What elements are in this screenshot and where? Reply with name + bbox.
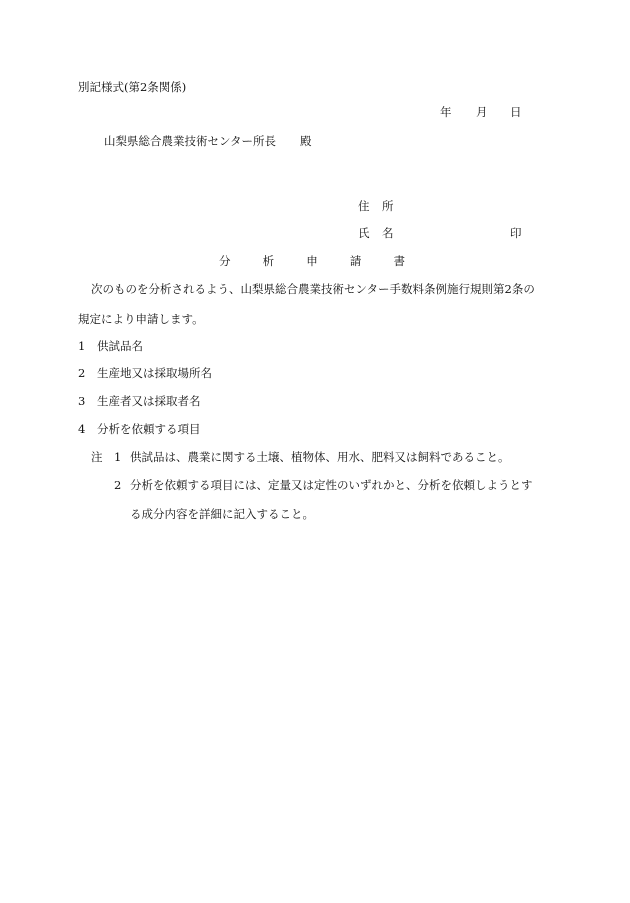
item-number: 1 — [78, 339, 86, 353]
name-label-char-1: 氏 — [358, 226, 370, 240]
title-char: 書 — [393, 254, 405, 268]
item-number: 2 — [78, 366, 86, 380]
note-number: 1 — [114, 450, 122, 464]
title-char: 分 — [219, 254, 231, 268]
body-line-1: 次のものを分析されるよう、山梨県総合農業技術センター手数料条例施行規則第2条の — [91, 282, 535, 296]
item-number: 4 — [78, 422, 86, 436]
title-char: 析 — [262, 254, 275, 268]
note-label: 注 — [91, 450, 103, 464]
honorific: 殿 — [300, 134, 312, 148]
item-label: 供試品名 — [97, 339, 143, 353]
date-month-label: 月 — [476, 105, 488, 119]
note-number: 2 — [114, 478, 122, 492]
document-title — [219, 254, 405, 268]
seal-mark: 印 — [510, 226, 522, 240]
address-label-char-1: 住 — [358, 199, 370, 213]
item-label: 生産者又は採取者名 — [97, 394, 201, 408]
title-char: 申 — [306, 254, 318, 268]
addressee: 山梨県総合農業技術センター所長 — [104, 134, 277, 148]
item-number: 3 — [78, 394, 86, 408]
note-text: 分析を依頼する項目には、定量又は定性のいずれかと、分析を依頼しようとす — [130, 478, 533, 492]
address-label-char-2: 所 — [382, 199, 394, 213]
note-text-continued: る成分内容を詳細に記入すること。 — [130, 507, 314, 521]
item-label: 分析を依頼する項目 — [97, 422, 201, 436]
item-label: 生産地又は採取場所名 — [97, 366, 212, 380]
form-label: 別記様式(第2条関係) — [78, 80, 187, 94]
date-day-label: 日 — [510, 105, 522, 119]
body-line-2: 規定により申請します。 — [78, 312, 204, 326]
name-label-char-2: 名 — [382, 226, 394, 240]
date-year-label: 年 — [440, 105, 452, 119]
title-char: 請 — [349, 254, 362, 268]
note-text: 供試品は、農業に関する土壌、植物体、用水、肥料又は飼料であること。 — [130, 450, 510, 464]
